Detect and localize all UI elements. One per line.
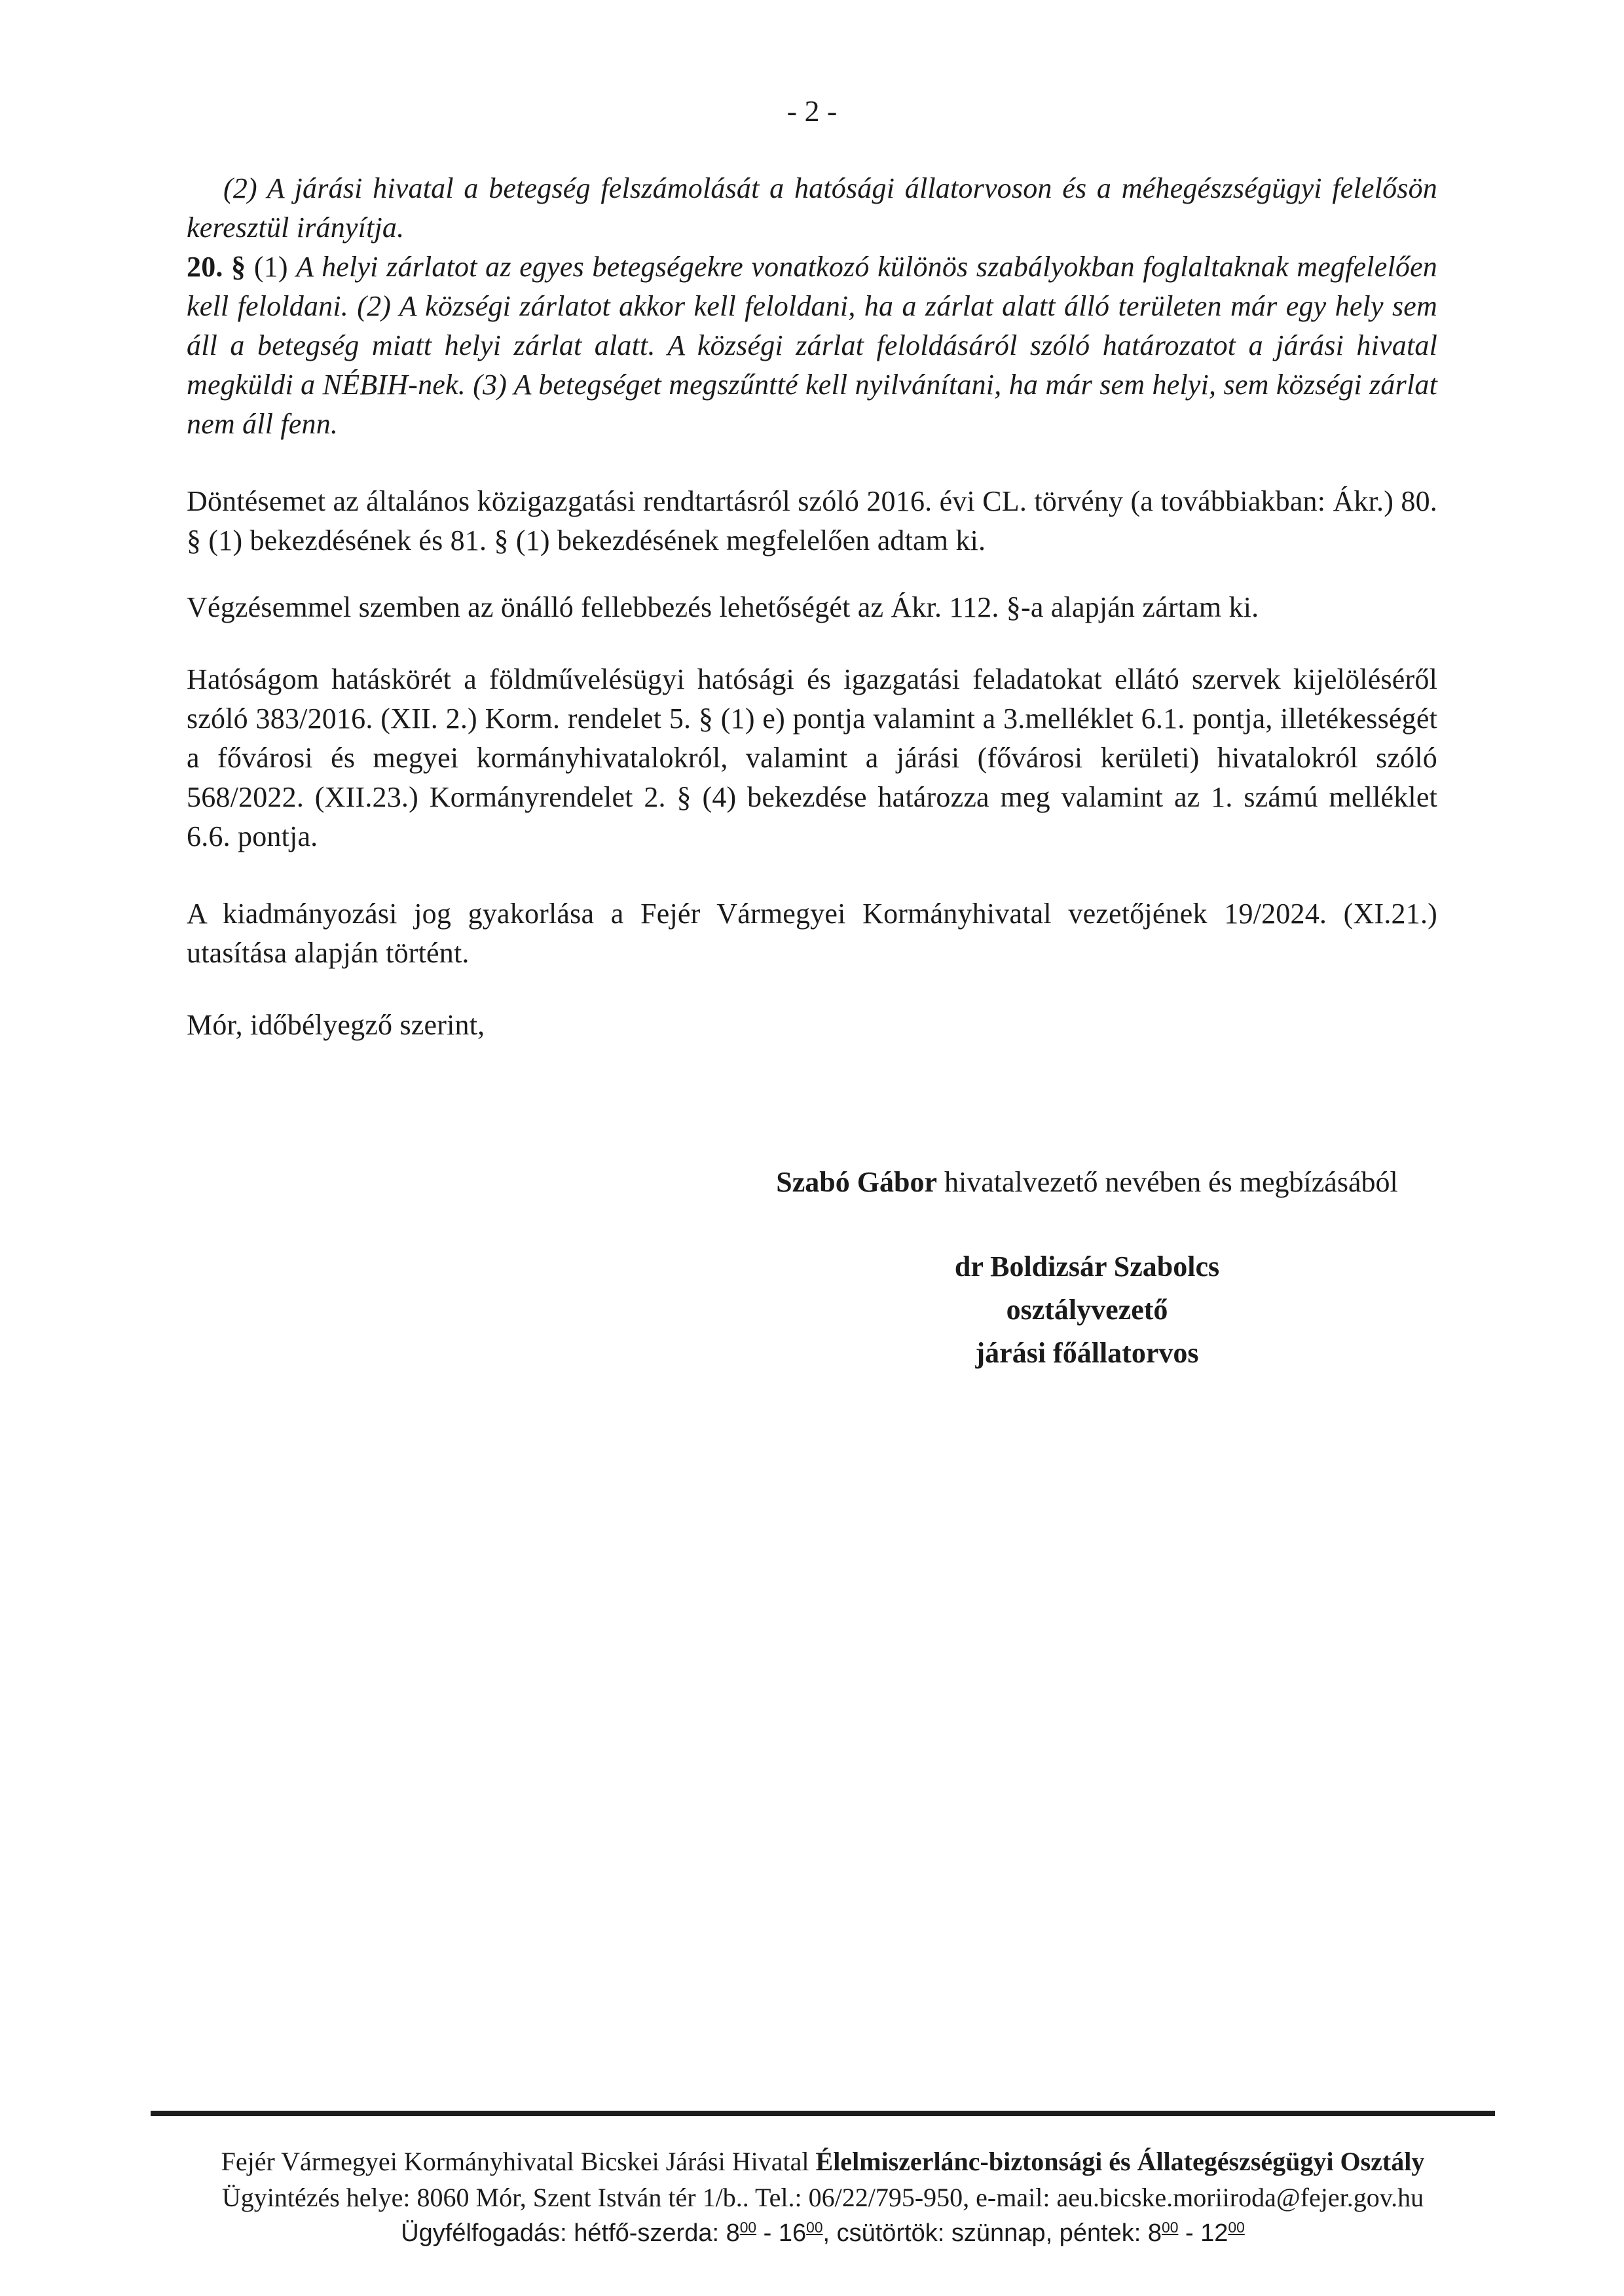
signatory	[727, 1245, 1447, 1375]
footer	[151, 2111, 1495, 2254]
footer-office-line: Fejér Vármegyei Kormányhivatal Bicskei Járási Hivatal Élelmiszerlánc-biztonsági és Állategészségügyi Osztály	[221, 2147, 1425, 2176]
paragraph-appeal-exclusion: Végzésemmel szemben az önálló fellebbezés lehetőségét az Ákr. 112. §-a alapján zártam ki.	[187, 591, 1259, 623]
footer-rule	[151, 2111, 1495, 2116]
signatory-name: dr Boldizsár Szabolcs	[954, 1250, 1220, 1283]
footer-hours-line: Ügyfélfogadás: hétfő-szerda: $8^{00} - 16^{00}$, csütörtök: szünnap, péntek: $8^{00} - 12^{00}$	[401, 2219, 1245, 2247]
page-number: - 2 -	[786, 94, 838, 128]
paragraph-disease-control: (2) A járási hivatal a betegség felszámolását a hatósági állatorvoson és a méhegészségügyi felelősön keresztül irányítja.	[187, 172, 1437, 244]
paragraph-signing-authority: A kiadmányozási jog gyakorlása a Fejér Vármegyei Kormányhivatal vezetőjének 19/2024. (XI.21.) utasítása alapján történt.	[187, 898, 1437, 969]
document-body	[187, 92, 1437, 1375]
dateline: Mór, időbélyegző szerint,	[187, 1009, 485, 1041]
footer-contact-line: Ügyintézés helye: 8060 Mór, Szent István tér 1/b.. Tel.: 06/22/795-950, e-mail: aeu.bicske.moriiroda@fejer.gov.hu	[221, 2183, 1424, 2212]
signature-block	[727, 1161, 1447, 1375]
paragraph-section-20: 20. § (1) A helyi zárlatot az egyes betegségekre vonatkozó különös szabályokban foglaltaknak megfelelően kell feloldani. (2) A községi zárlatot akkor kell feloldani, ha a zárlat alatt álló területen már egy hely sem áll a betegség miatt helyi zárlat alatt. A községi zárlat feloldásáról szóló határozatot a járási hivatal megküldi a NÉBIH-nek. (3) A betegséget megszűntté kell nyilvánítani, ha már sem helyi, sem községi zárlat nem áll fenn.	[187, 251, 1437, 440]
signatory-title: osztályvezető	[1006, 1294, 1168, 1326]
paragraph-decision-basis: Döntésemet az általános közigazgatási rendtartásról szóló 2016. évi CL. törvény (a továbbiakban: Ákr.) 80. § (1) bekezdésének és 81. § (1) bekezdésének megfelelően adtam ki.	[187, 485, 1437, 556]
paragraph-jurisdiction: Hatóságom hatáskörét a földművelésügyi hatósági és igazgatási feladatokat ellátó szervek kijelöléséről szóló 383/2016. (XII. 2.) Korm. rendelet 5. § (1) e) pontja valamint a 3.melléklet 6.1. pontja, illetékességét a fővárosi és megyei kormányhivatalokról, valamint a járási (fővárosi kerületi) hivatalokról szóló 568/2022. (XII.23.) Kormányrendelet 2. § (4) bekezdése határozza meg valamint az 1. számú melléklet 6.6. pontja.	[187, 663, 1437, 852]
signature-authorization: Szabó Gábor hivatalvezető nevében és megbízásából	[776, 1166, 1398, 1198]
signatory-role: járási főállatorvos	[975, 1337, 1199, 1369]
